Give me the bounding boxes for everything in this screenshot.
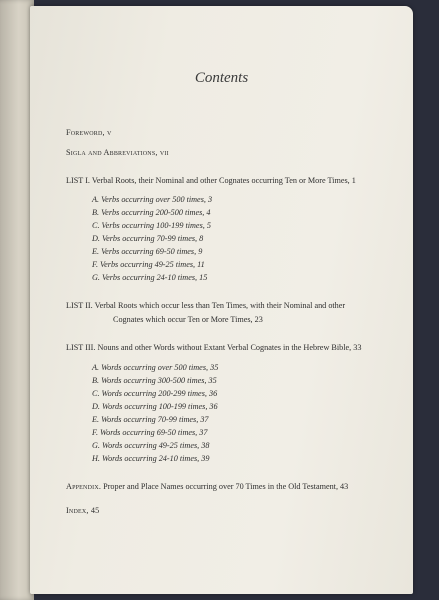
- list-1-item: G. Verbs occurring 24-10 times, 15: [92, 273, 208, 282]
- left-page-edge: [0, 0, 34, 600]
- page-title: Contents: [194, 70, 249, 86]
- list-1-item: A. Verbs occurring over 500 times, 3: [92, 195, 213, 204]
- list-3-item: C. Words occurring 200-299 times, 36: [92, 389, 218, 398]
- toc-list-1: [66, 176, 356, 185]
- list-1-text: Verbal Roots, their Nominal and other Cognates occurring Ten or More Times, 1: [91, 176, 356, 185]
- list-3-item: B. Words occurring 300-500 times, 35: [92, 376, 217, 385]
- toc-list-2: [66, 301, 345, 310]
- list-1-item: D. Verbs occurring 70-99 times, 8: [92, 234, 204, 243]
- book-page: [30, 6, 413, 594]
- list-3-num: III.: [85, 343, 96, 352]
- appendix-text: Proper and Place Names occurring over 70 Times in the Old Testament, 43: [103, 482, 349, 491]
- list-1-item: E. Verbs occurring 69-50 times, 9: [92, 247, 203, 256]
- list-2-text: Verbal Roots which occur less than Ten Times, with their Nominal and other: [94, 301, 346, 310]
- list-3-label: LIST: [66, 343, 84, 352]
- toc-sigla: Sigla and Abbreviations, vii: [66, 148, 169, 157]
- list-1-item: C. Verbs occurring 100-199 times, 5: [92, 221, 211, 230]
- list-3-item: G. Words occurring 49-25 times, 38: [92, 441, 210, 450]
- list-3-text: Nouns and other Words without Extant Verbal Cognates in the Hebrew Bible, 33: [97, 343, 362, 352]
- toc-list-3: [66, 343, 361, 352]
- toc-appendix: [66, 482, 348, 491]
- list-3-item: D. Words occurring 100-199 times, 36: [92, 402, 218, 411]
- list-1-item: B. Verbs occurring 200-500 times, 4: [92, 208, 211, 217]
- list-3-item: H. Words occurring 24-10 times, 39: [92, 454, 210, 463]
- toc-foreword: Foreword, v: [66, 128, 112, 137]
- list-1-num: I.: [85, 176, 90, 185]
- list-2-text-cont: Cognates which occur Ten or More Times, 23: [113, 315, 263, 324]
- list-3-item: F. Words occurring 69-50 times, 37: [92, 428, 208, 437]
- appendix-label: Appendix.: [66, 482, 102, 491]
- list-2-num: II.: [85, 301, 93, 310]
- list-3-item: E. Words occurring 70-99 times, 37: [92, 415, 209, 424]
- list-3-item: A. Words occurring over 500 times, 35: [92, 363, 219, 372]
- list-2-label: LIST: [66, 301, 84, 310]
- list-1-item: F. Verbs occurring 49-25 times, 11: [92, 260, 205, 269]
- toc-index: Index, 45: [66, 506, 100, 515]
- list-1-label: LIST: [66, 176, 84, 185]
